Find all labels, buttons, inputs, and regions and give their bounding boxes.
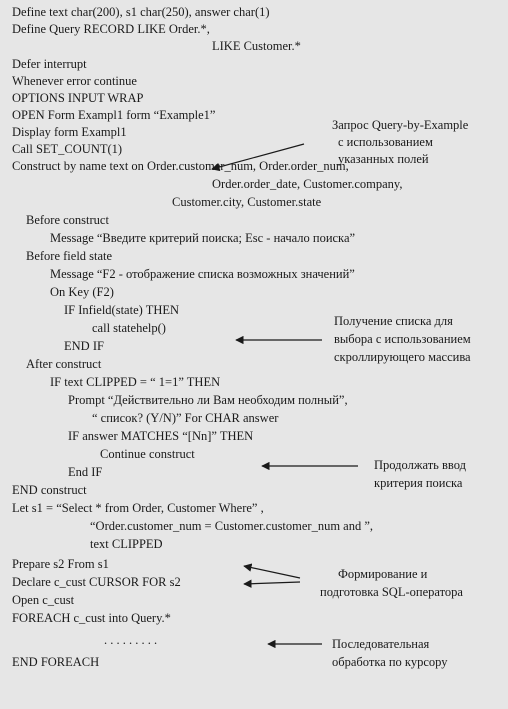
code-line: Whenever error continue — [12, 74, 137, 88]
code-line: OPTIONS INPUT WRAP — [12, 91, 144, 105]
code-line: END construct — [12, 483, 87, 497]
code-line: Order.order_date, Customer.company, — [212, 177, 403, 191]
code-line: LIKE Customer.* — [212, 39, 301, 53]
code-line: FOREACH c_cust into Query.* — [12, 611, 171, 625]
annotation-line: указанных полей — [338, 152, 429, 166]
code-line: After construct — [26, 357, 102, 371]
annotation-line: скроллирующего массива — [334, 350, 471, 364]
arrow-prepare — [244, 566, 300, 578]
arrow-qbe — [212, 144, 304, 169]
annotation-line: обработка по курсору — [332, 655, 448, 669]
code-line: Let s1 = “Select * from Order, Customer Where” , — [12, 501, 264, 515]
code-line: Open c_cust — [12, 593, 75, 607]
code-line: Before field state — [26, 249, 113, 263]
code-line: Construct by name text on Order.customer_num, Order.order_num, — [12, 159, 349, 173]
code-line: Customer.city, Customer.state — [172, 195, 322, 209]
code-line: Defer interrupt — [12, 57, 87, 71]
code-line: END IF — [64, 339, 104, 353]
code-line: “Order.customer_num = Customer.customer_num and ”, — [90, 519, 374, 533]
code-line: END FOREACH — [12, 655, 100, 669]
code-line: Before construct — [26, 213, 109, 227]
annotation-line: выбора с использованием — [334, 332, 471, 346]
code-line: OPEN Form Exampl1 form “Example1” — [12, 108, 216, 122]
annotation-line: подготовка SQL-оператора — [320, 585, 463, 599]
code-line: Display form Exampl1 — [12, 125, 127, 139]
annotation-line: Формирование и — [338, 567, 428, 581]
annotation-line: с использованием — [338, 135, 433, 149]
code-line: Define Query RECORD LIKE Order.*, — [12, 22, 210, 36]
code-line: Prompt “Действительно ли Вам необходим полный”, — [68, 393, 348, 407]
code-line: . . . . . . . . . — [104, 633, 158, 647]
code-line: text CLIPPED — [90, 537, 163, 551]
code-line: IF answer MATCHES “[Nn]” THEN — [68, 429, 254, 443]
code-line: “ список? (Y/N)” For CHAR answer — [92, 411, 279, 425]
annotation-line: Продолжать ввод — [374, 458, 466, 472]
code-line: On Key (F2) — [50, 285, 114, 299]
arrow-declare — [244, 582, 300, 584]
code-line: Message “Введите критерий поиска; Esc - начало поиска” — [50, 231, 356, 245]
code-line: Define text char(200), s1 char(250), answer char(1) — [12, 5, 270, 19]
code-line: call statehelp() — [92, 321, 166, 335]
code-line: IF Infield(state) THEN — [64, 303, 180, 317]
code-line: Call SET_COUNT(1) — [12, 142, 123, 156]
annotation-line: критерия поиска — [374, 476, 463, 490]
code-line: Message “F2 - отображение списка возможных значений” — [50, 267, 355, 281]
annotation-line: Запрос Query-by-Example — [332, 118, 469, 132]
code-line: Declare c_cust CURSOR FOR s2 — [12, 575, 181, 589]
annotation-line: Получение списка для — [334, 314, 453, 328]
code-line: End IF — [68, 465, 103, 479]
code-line: Continue construct — [100, 447, 195, 461]
annotation-line: Последовательная — [332, 637, 430, 651]
code-line: Prepare s2 From s1 — [12, 557, 109, 571]
code-line: IF text CLIPPED = “ 1=1” THEN — [50, 375, 221, 389]
